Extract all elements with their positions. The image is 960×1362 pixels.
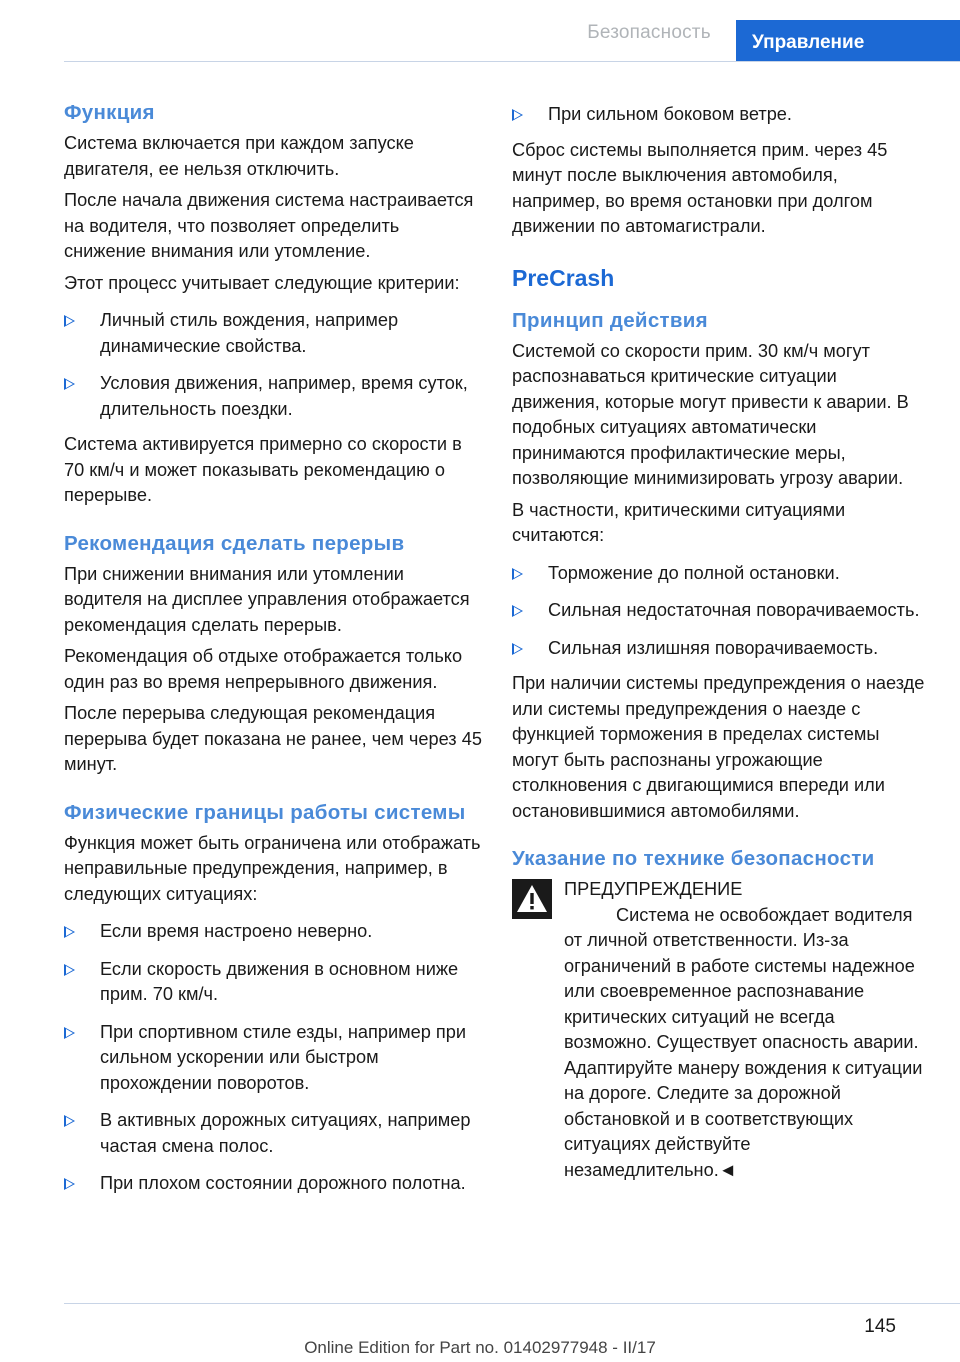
bullet-triangle-icon [64, 315, 75, 327]
warning-block [512, 877, 926, 1183]
edition-note: Online Edition for Part no. 01402977948 - II/17 [304, 1338, 656, 1357]
bullet-triangle-icon [512, 643, 523, 655]
warning-text: Система не освобождает водителя от личной ответственности. Из-за ограничений в работе системы надежное или своевременное распознавание критических ситуаций не всегда возможно. Существует опасность аварии. Адаптируйте манеру вождения к ситуации на дороге. Следите за дорожной обстановкой и в соответствующих ситуациях действуйте незамедлительно.◄ [564, 904, 923, 1180]
left-column [64, 100, 482, 1207]
paragraph: После начала движения система настраивается на водителя, что позволяет определить снижение внимания или утомление. [64, 190, 474, 261]
bullet-triangle-icon [512, 568, 523, 580]
paragraph: Система активируется примерно со скорости в 70 км/ч и может показывать рекомендацию о перерыве. [64, 434, 462, 505]
bullet-triangle-icon [64, 964, 75, 976]
right-column [512, 100, 926, 1189]
section-precrash-title: PreCrash [512, 264, 615, 291]
paragraph: При снижении внимания или утомлении водителя на дисплее управления отображается рекомендация сделать перерыв. [64, 563, 470, 635]
section-principle-title: Принцип действия [512, 308, 708, 332]
paragraph: При наличии системы предупреждения о наезде или системы предупреждения о наезде с функцией торможения в пределах системы могут быть распознаны угрожающие столкновения с двигающимися впереди или остановившимися автомобилями. [512, 673, 925, 821]
header-tab-safety[interactable]: Безопасность [587, 22, 711, 43]
criteria-list [64, 308, 482, 422]
paragraph: Этот процесс учитывает следующие критерии: [64, 272, 460, 293]
paragraph: Сброс системы выполняется прим. через 45 минут после выключения автомобиля, например, во время остановки при долгом движении по автомагистрали. [512, 139, 888, 236]
list-item: В активных дорожных ситуациях, например частая смена полос. [64, 1108, 482, 1159]
bullet-triangle-icon [64, 1115, 75, 1127]
bullet-triangle-icon [512, 109, 523, 121]
page-header [0, 0, 960, 62]
bullet-triangle-icon [64, 378, 75, 390]
footer-divider [64, 1303, 960, 1304]
bullet-triangle-icon [64, 1178, 75, 1190]
list-item: При сильном боковом ветре. [512, 102, 926, 128]
paragraph: Рекомендация об отдыхе отображается только один раз во время непрерывного движения. [64, 646, 463, 692]
list-item: При плохом состоянии дорожного полотна. [64, 1171, 482, 1197]
list-item: Сильная недостаточная поворачиваемость. [512, 598, 926, 624]
list-item: Торможение до полной остановки. [512, 561, 926, 587]
critical-situations-list [512, 561, 926, 662]
bullet-triangle-icon [64, 1027, 75, 1039]
list-item: Сильная излишняя поворачиваемость. [512, 636, 926, 662]
list-item: При спортивном стиле езды, например при сильном ускорении или быстром прохождении поворотов. [64, 1020, 482, 1097]
list-item: Если скорость движения в основном ниже прим. 70 км/ч. [64, 957, 482, 1008]
limits-list [64, 919, 482, 1197]
bullet-triangle-icon [512, 605, 523, 617]
paragraph: Системой со скорости прим. 30 км/ч могут распознаваться критические ситуации движения, которые могут привести к аварии. В подобных ситуациях автоматически принимаются профилактические меры, позволяющие минимизировать угрозу аварии. [512, 340, 909, 488]
list-item: Если время настроено неверно. [64, 919, 482, 945]
paragraph: Функция может быть ограничена или отображать неправильные предупреждения, например, в следующих ситуациях: [64, 832, 481, 904]
section-limits-title: Физические границы работы системы [64, 800, 466, 824]
list-item: Условия движения, например, время суток, длительность поездки. [64, 371, 482, 422]
paragraph: Система включается при каждом запуске двигателя, ее нельзя отключить. [64, 133, 414, 179]
header-divider [64, 61, 960, 62]
warning-triangle-icon [512, 879, 552, 919]
list-item: Личный стиль вождения, например динамические свойства. [64, 308, 482, 359]
warning-label: ПРЕДУПРЕЖДЕНИЕ [564, 879, 743, 899]
header-tab-controls[interactable]: Управление [736, 20, 960, 62]
section-break-recommendation-title: Рекомендация сделать перерыв [64, 531, 405, 555]
limits-list-continued [512, 102, 926, 128]
paragraph: В частности, критическими ситуациями считаются: [512, 499, 846, 545]
bullet-triangle-icon [64, 926, 75, 938]
page-number: 145 [864, 1316, 896, 1337]
section-safety-title: Указание по технике безопасности [512, 847, 875, 870]
section-function-title: Функция [64, 101, 155, 124]
paragraph: После перерыва следующая рекомендация перерыва будет показана не ранее, чем через 45 минут. [64, 703, 482, 774]
